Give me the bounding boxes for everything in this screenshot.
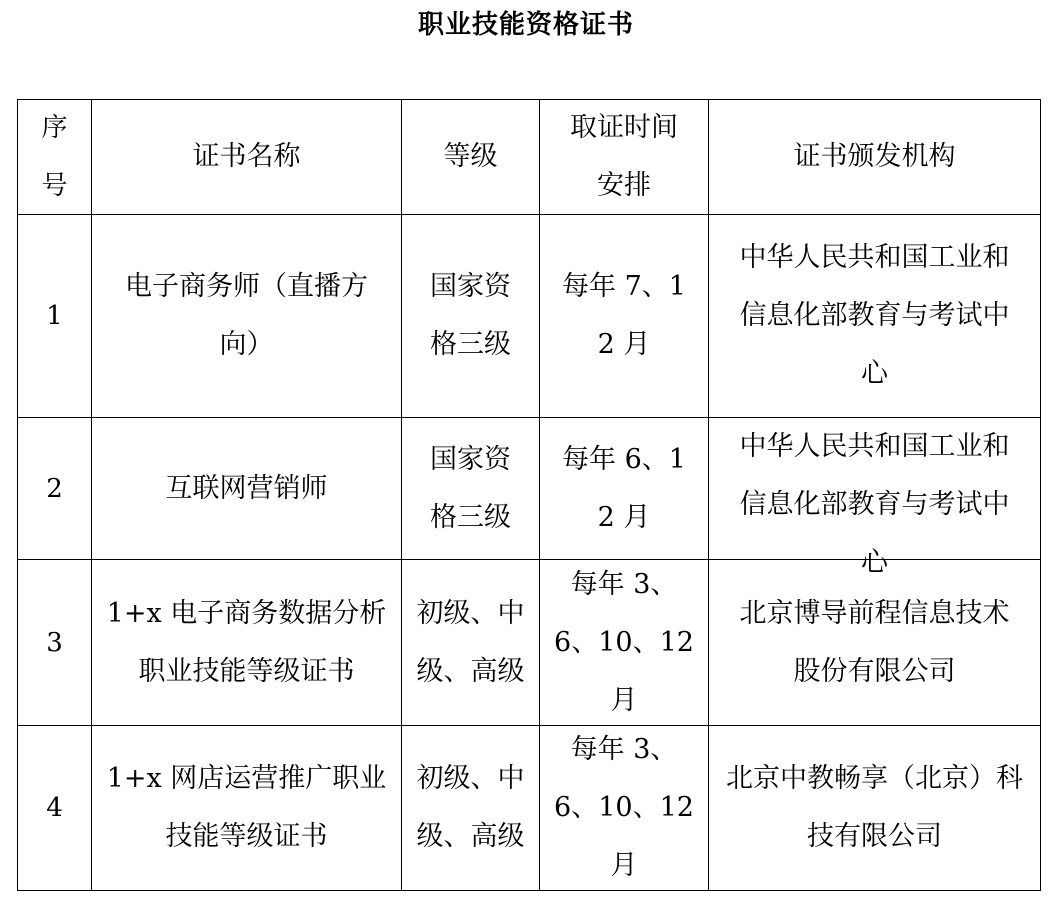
certificate-table xyxy=(17,99,1041,891)
header-level: 等级 xyxy=(402,100,540,215)
row-level: 初级、中级、高级 xyxy=(402,560,540,726)
row-org: 中华人民共和国工业和信息化部教育与考试中心 xyxy=(709,215,1041,418)
row-seq: 3 xyxy=(18,560,92,726)
document-title: 职业技能资格证书 xyxy=(417,10,634,40)
table-row xyxy=(18,215,1041,418)
row-org: 北京博导前程信息技术股份有限公司 xyxy=(709,560,1041,726)
row-org: 中华人民共和国工业和信息化部教育与考试中心 xyxy=(709,418,1041,560)
row-level: 初级、中级、高级 xyxy=(402,726,540,891)
row-time: 每年 7、12 月 xyxy=(540,215,709,418)
row-seq: 1 xyxy=(18,215,92,418)
row-name: 1+x 网店运营推广职业技能等级证书 xyxy=(92,726,402,891)
row-seq: 4 xyxy=(18,726,92,891)
header-seq: 序号 xyxy=(18,100,92,215)
table-header-row xyxy=(18,100,1041,215)
header-name: 证书名称 xyxy=(92,100,402,215)
row-name: 1+x 电子商务数据分析职业技能等级证书 xyxy=(92,560,402,726)
row-time: 每年 3、6、10、12 月 xyxy=(540,560,709,726)
row-level: 国家资格三级 xyxy=(402,215,540,418)
table-row xyxy=(18,560,1041,726)
row-time: 每年 3、6、10、12 月 xyxy=(540,726,709,891)
row-level: 国家资格三级 xyxy=(402,418,540,560)
row-time: 每年 6、12 月 xyxy=(540,418,709,560)
row-name: 互联网营销师 xyxy=(92,418,402,560)
table-row xyxy=(18,726,1041,891)
header-org: 证书颁发机构 xyxy=(709,100,1041,215)
table-row xyxy=(18,418,1041,560)
row-seq: 2 xyxy=(18,418,92,560)
header-time: 取证时间安排 xyxy=(540,100,709,215)
row-org: 北京中教畅享（北京）科技有限公司 xyxy=(709,726,1041,891)
row-name: 电子商务师（直播方向） xyxy=(92,215,402,418)
